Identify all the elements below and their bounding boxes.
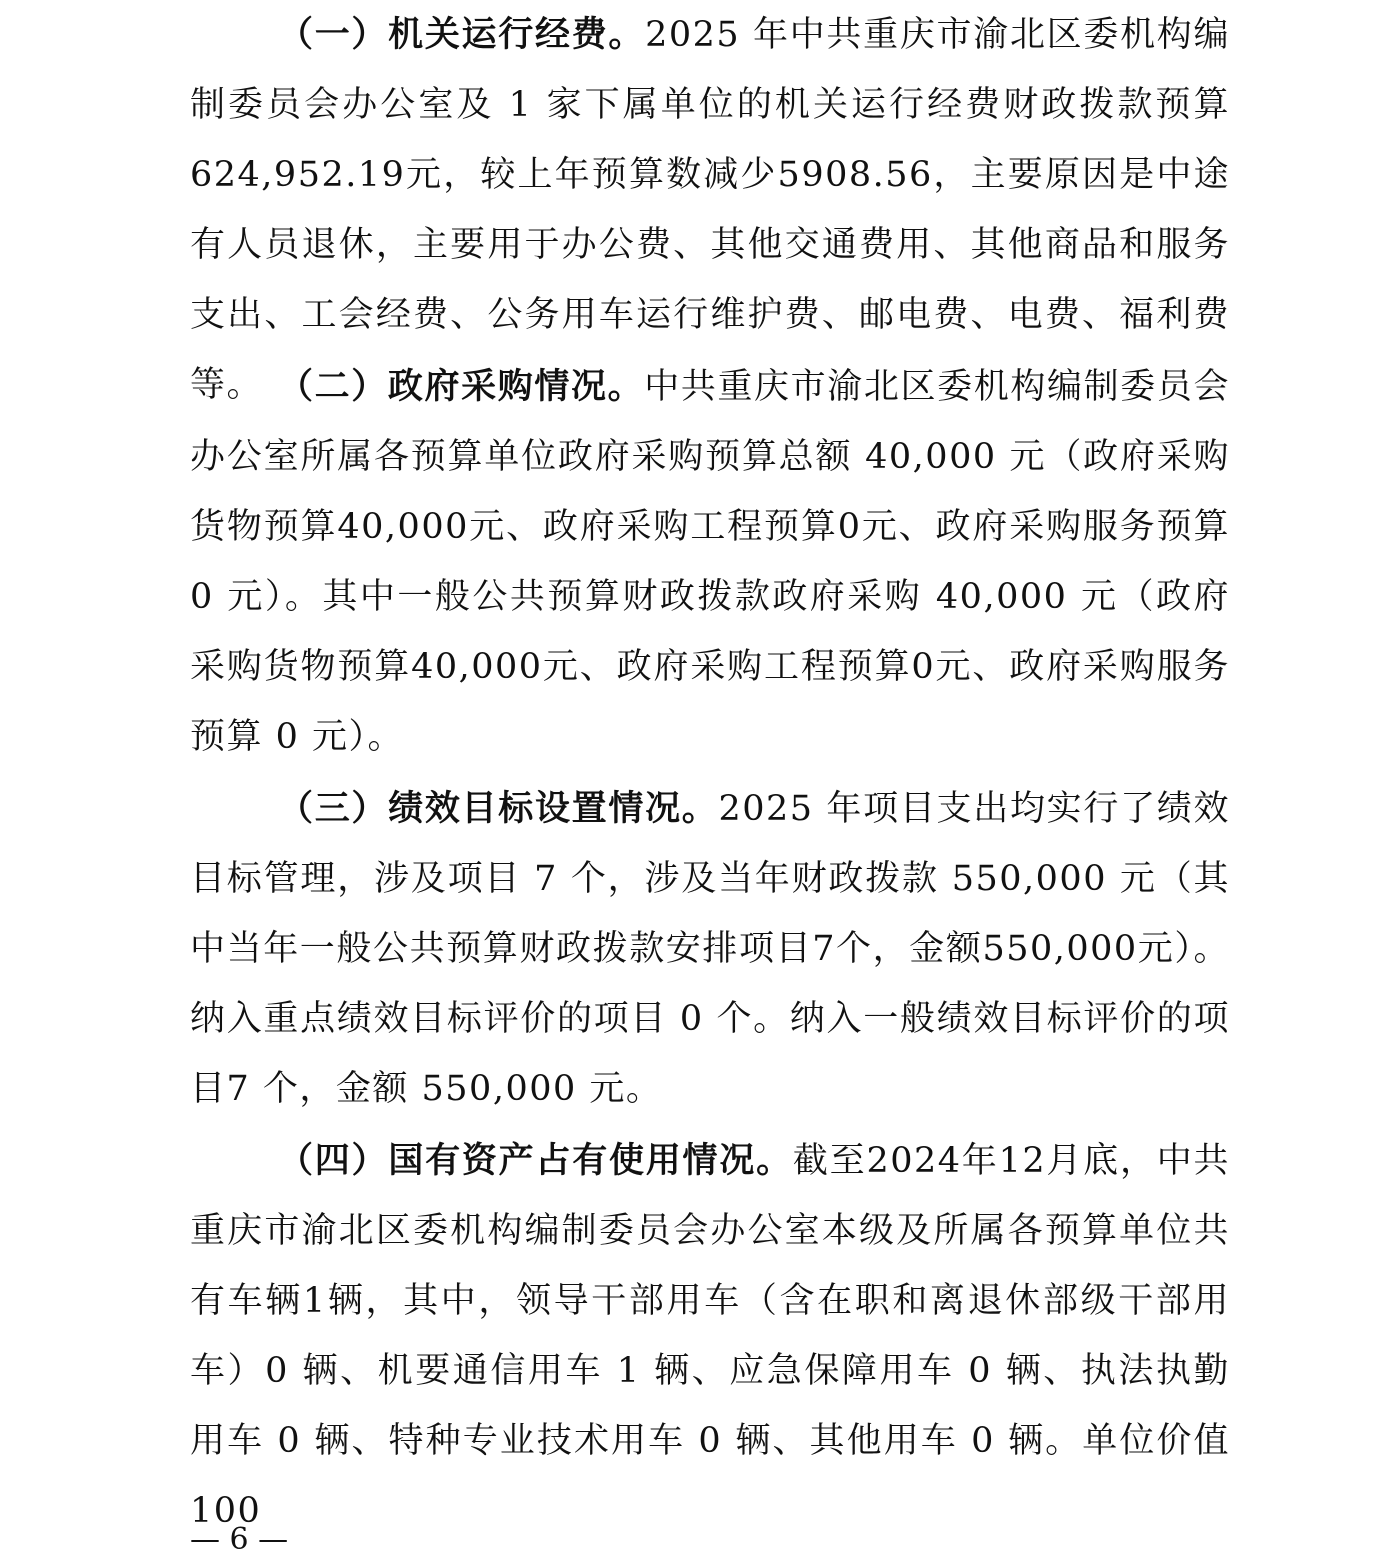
- paragraph-body: 中共重庆市渝北区委机构编制委员会办公室所属各预算单位政府采购预算总额 40,000 元（政府采购货物预算40,000元、政府采购工程预算0元、政府采购服务预算 0 元）。其中一般公共预算财政拨款政府采购 40,000 元（政府采购货物预算40,000元、政府采购工程预算0元、政府采购服务预算 0 元）。: [190, 367, 1230, 757]
- paragraph-heading: （三）绩效目标设置情况。: [278, 788, 719, 829]
- paragraph-body: 2025 年项目支出均实行了绩效目标管理，涉及项目 7 个，涉及当年财政拨款 550,000 元（其中当年一般公共预算财政拨款安排项目7个，金额550,000元）。纳入重点绩效目标评价的项目 0 个。纳入一般绩效目标评价的项目7 个，金额 550,000 元。: [190, 789, 1230, 1109]
- paragraph-heading: （一）机关运行经费。: [278, 14, 646, 55]
- paragraph-state-assets: [190, 1126, 1230, 1546]
- paragraph-heading: （四）国有资产占有使用情况。: [278, 1140, 793, 1181]
- paragraph-performance-targets: [190, 774, 1230, 1124]
- paragraph-heading: （二）政府采购情况。: [278, 366, 645, 407]
- paragraph-body: 截至2024年12月底，中共重庆市渝北区委机构编制委员会办公室本级及所属各预算单位共有车辆1辆，其中，领导干部用车（含在职和离退休部级干部用车）0 辆、机要通信用车 1 辆、应急保障用车 0 辆、执法执勤用车 0 辆、特种专业技术用车 0 辆、其他用车 0 辆。单位价值 100: [190, 1141, 1230, 1531]
- page-number: — 6 —: [190, 1522, 289, 1557]
- paragraph-body: 2025 年中共重庆市渝北区委机构编制委员会办公室及 1 家下属单位的机关运行经费财政拨款预算624,952.19元，较上年预算数减少5908.56，主要原因是中途有人员退休，主要用于办公费、其他交通费用、其他商品和服务支出、工会经费、公务用车运行维护费、邮电费、电费、福利费等。: [190, 15, 1230, 405]
- paragraph-government-procurement: [190, 352, 1230, 772]
